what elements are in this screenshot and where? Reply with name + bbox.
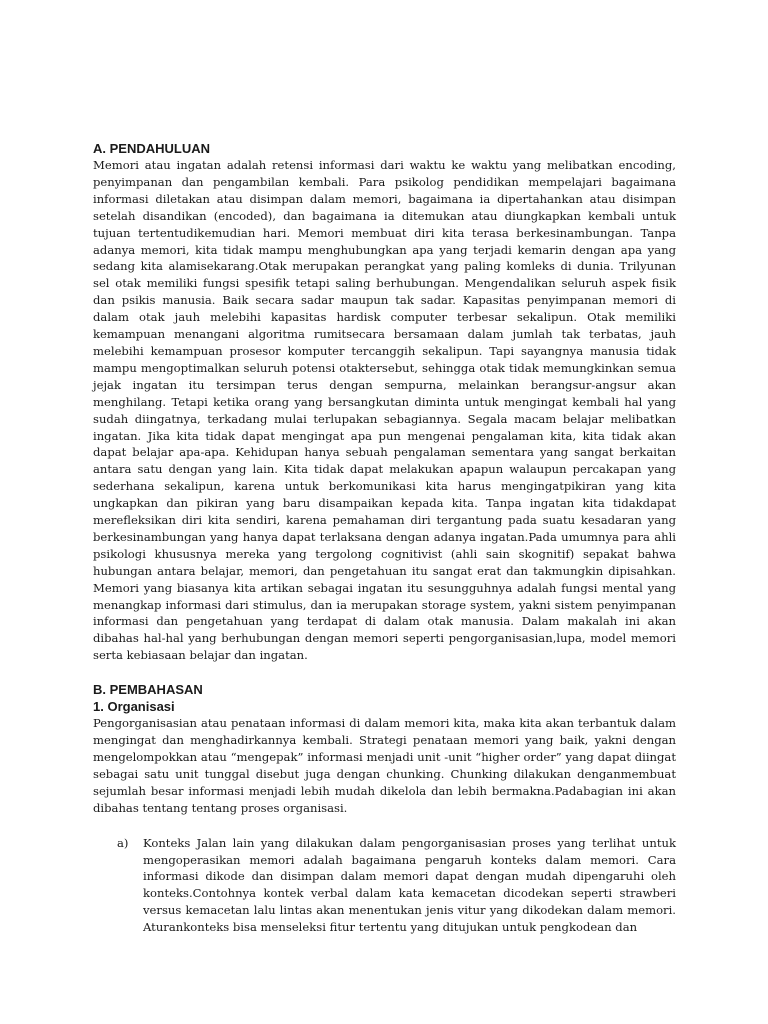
section-b-paragraph: Pengorganisasian atau penataan informasi di dalam memori kita, maka kita akan terbantuk dalam mengingat dan menghadirkannya kembali. Strategi penataan memori yang baik, yakni dengan mengelompokkan atau “mengepak” informasi menjadi unit -unit “higher order” yang dapat diingat sebagai satu unit tunggal disebut juga dengan chunking. Chunking dilakukan denganmembuat sejumlah besar informasi menjadi lebih mudah dikelola dan lebih bermakna.Padabagian ini akan dibahas tentang tentang proses organisasi. <box>93 716 676 815</box>
section-b-heading: B. PEMBAHASAN <box>93 682 203 698</box>
document-body <box>93 140 676 936</box>
list-marker: a) <box>117 835 129 850</box>
section-a-paragraph: Memori atau ingatan adalah retensi informasi dari waktu ke waktu yang melibatkan encoding, penyimpanan dan pengambilan kembali. Para psikolog pendidikan mempelajari bagaimana informasi diletakan atau disimpan dalam memori, bagaimana ia dipertahankan atau disimpan setelah disandikan (encoded), dan bagaimana ia ditemukan atau diungkapkan kembali untuk tujuan tertentudikemudian hari. Memori membuat diri kita terasa berkesinambungan. Tanpa adanya memori, kita tidak mampu menghubungkan apa yang terjadi kemarin dengan apa yang sedang kita alamisekarang.Otak merupakan perangkat yang paling komleks di dunia. Trilyunan sel otak memiliki fungsi spesifik tetapi saling berhubungan. Mengendalikan seluruh aspek fisik dan psikis manusia. Baik secara sadar maupun tak sadar. Kapasitas penyimpanan memori di dalam otak jauh melebihi kapasitas hardisk computer terbesar sekalipun. Otak memiliki kemampuan menangani algoritma rumitsecara bersamaan dalam jumlah tak terbatas, jauh melebihi kemampuan prosesor komputer tercanggih sekalipun. Tapi sayangnya manusia tidak mampu mengoptimalkan seluruh potensi otaktersebut, sehingga otak tidak memungkinkan semua jejak ingatan itu tersimpan terus dengan sempurna, melainkan berangsur-angsur akan menghilang. Tetapi ketika orang yang bersangkutan diminta untuk mengingat kembali hal yang sudah diingatnya, terkadang mulai terlupakan sebagiannya. Segala macam belajar melibatkan ingatan. Jika kita tidak dapat mengingat apa pun mengenai pengalaman kita, kita tidak akan dapat belajar apa-apa. Kehidupan hanya sebuah pengalaman sementara yang sangat berkaitan antara satu dengan yang lain. Kita tidak dapat melakukan apapun walaupun percakapan yang sederhana sekalipun, karena untuk berkomunikasi kita harus mengingatpikiran yang kita ungkapkan dan pikiran yang baru disampaikan kepada kita. Tanpa ingatan kita tidakdapat merefleksikan diri kita sendiri, karena pemahaman diri tergantung pada suatu kesadaran yang berkesinambungan yang hanya dapat terlaksana dengan adanya ingatan.Pada umumnya para ahli psikologi khususnya mereka yang tergolong cognitivist (ahli sain skognitif) sepakat bahwa hubungan antara belajar, memori, dan pengetahuan itu sangat erat dan takmungkin dipisahkan. Memori yang biasanya kita artikan sebagai ingatan itu sesungguhnya adalah fungsi mental yang menangkap informasi dari stimulus, dan ia merupakan storage system, yakni sistem penyimpanan informasi dan pengetahuan yang terdapat di dalam otak manusia. Dalam makalah ini akan dibahas hal-hal yang berhubungan dengan memori seperti pengorganisasian,lupa, model memori serta kebiasaan belajar dan ingatan. <box>93 158 676 663</box>
list-item <box>93 835 676 936</box>
section-b-subheading: 1. Organisasi <box>93 699 175 715</box>
section-a-heading: A. PENDAHULUAN <box>93 141 210 156</box>
list-item-text: Konteks Jalan lain yang dilakukan dalam pengorganisasian proses yang terlihat untuk mengoperasikan memori adalah bagaimana pengaruh konteks dalam memori. Cara informasi dikode dan disimpan dalam memori dapat dengan mudah dipengaruhi oleh konteks.Contohnya kontek verbal dalam kata kemacetan dicodekan seperti strawberi versus kemacetan lalu lintas akan menentukan jenis vitur yang dikodekan dalam memori. Aturankonteks bisa menseleksi fitur tertentu yang ditujukan untuk pengkodean dan <box>143 835 676 935</box>
spacer <box>93 664 676 681</box>
